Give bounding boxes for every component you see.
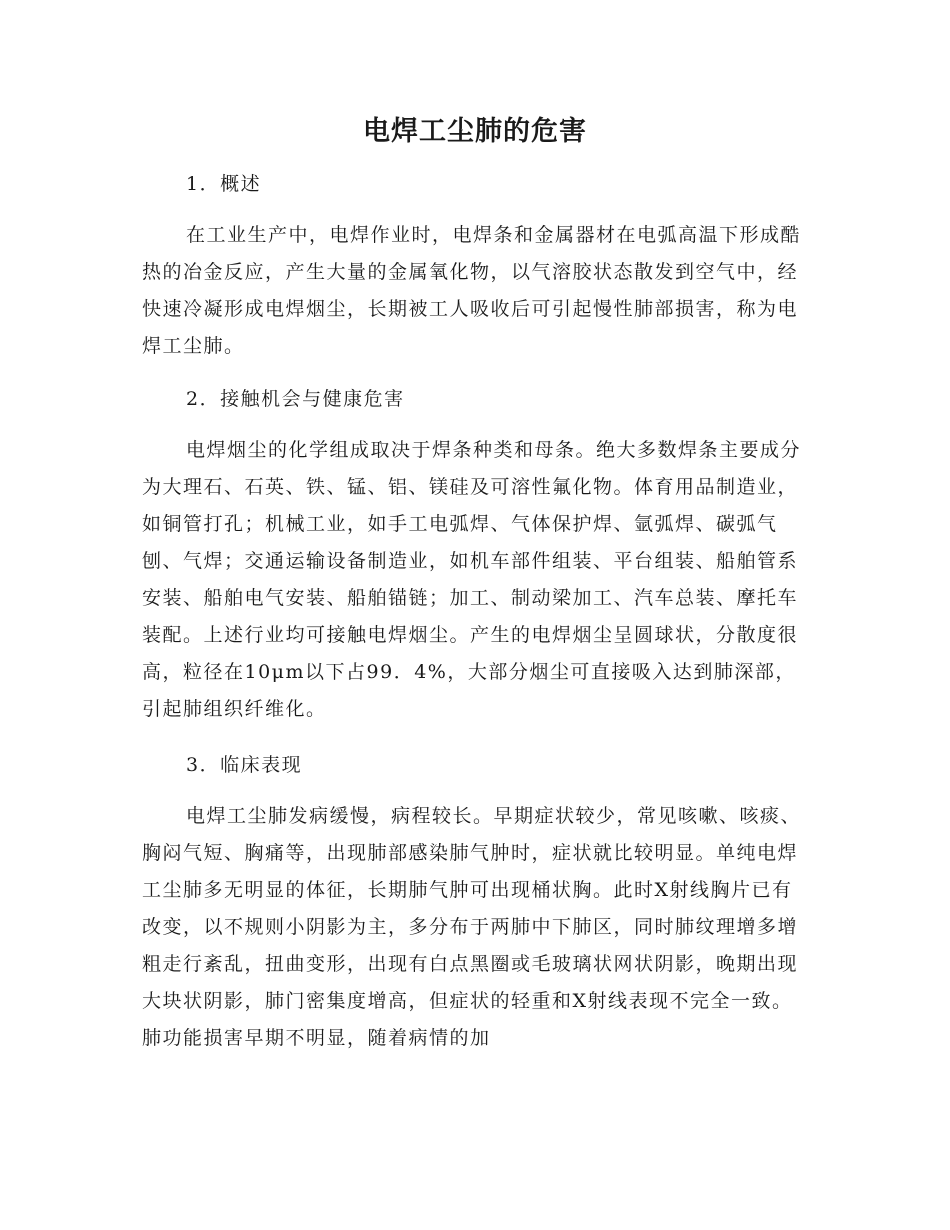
document-title: 电焊工尘肺的危害 bbox=[363, 116, 587, 147]
section-heading-clinical: 3．临床表现 bbox=[186, 754, 303, 776]
section-paragraph-clinical bbox=[142, 798, 807, 1057]
section-paragraph-exposure bbox=[142, 432, 807, 728]
section-heading-exposure: 2．接触机会与健康危害 bbox=[186, 388, 405, 410]
paragraph-text: 电焊烟尘的化学组成取决于焊条种类和母条。绝大多数焊条主要成分为大理石、石英、铁、锰、铝、镁硅及可溶性氟化物。体育用品制造业，如铜管打孔；机械工业，如手工电弧焊、气体保护焊、氩弧焊、碳弧气刨、气焊；交通运输设备制造业，如机车部件组装、平台组装、船舶管系安装、船舶电气安装、船舶锚链；加工、制动梁加工、汽车总装、摩托车装配。上述行业均可接触电焊烟尘。产生的电焊烟尘呈圆球状，分散度很高，粒径在10μm以下占99．4%，大部分烟尘可直接吸入达到肺深部，引起肺组织纤维化。 bbox=[142, 439, 802, 720]
paragraph-text: 电焊工尘肺发病缓慢，病程较长。早期症状较少，常见咳嗽、咳痰、胸闷气短、胸痛等，出现肺部感染肺气肿时，症状就比较明显。单纯电焊工尘肺多无明显的体征，长期肺气肿可出现桶状胸。此时X射线胸片已有改变，以不规则小阴影为主，多分布于两肺中下肺区，同时肺纹理增多增粗走行紊乱，扭曲变形，出现有白点黑圈或毛玻璃状网状阴影，晚期出现大块状阴影，肺门密集度增高，但症状的轻重和X射线表现不完全一致。肺功能损害早期不明显，随着病情的加 bbox=[142, 805, 802, 1049]
section-paragraph-overview bbox=[142, 217, 807, 365]
section-heading-overview: 1．概述 bbox=[186, 173, 262, 195]
paragraph-text: 在工业生产中，电焊作业时，电焊条和金属器材在电弧高温下形成酷热的冶金反应，产生大量的金属氧化物，以气溶胶状态散发到空气中，经快速冷凝形成电焊烟尘，长期被工人吸收后可引起慢性肺部损害，称为电焊工尘肺。 bbox=[142, 224, 802, 357]
